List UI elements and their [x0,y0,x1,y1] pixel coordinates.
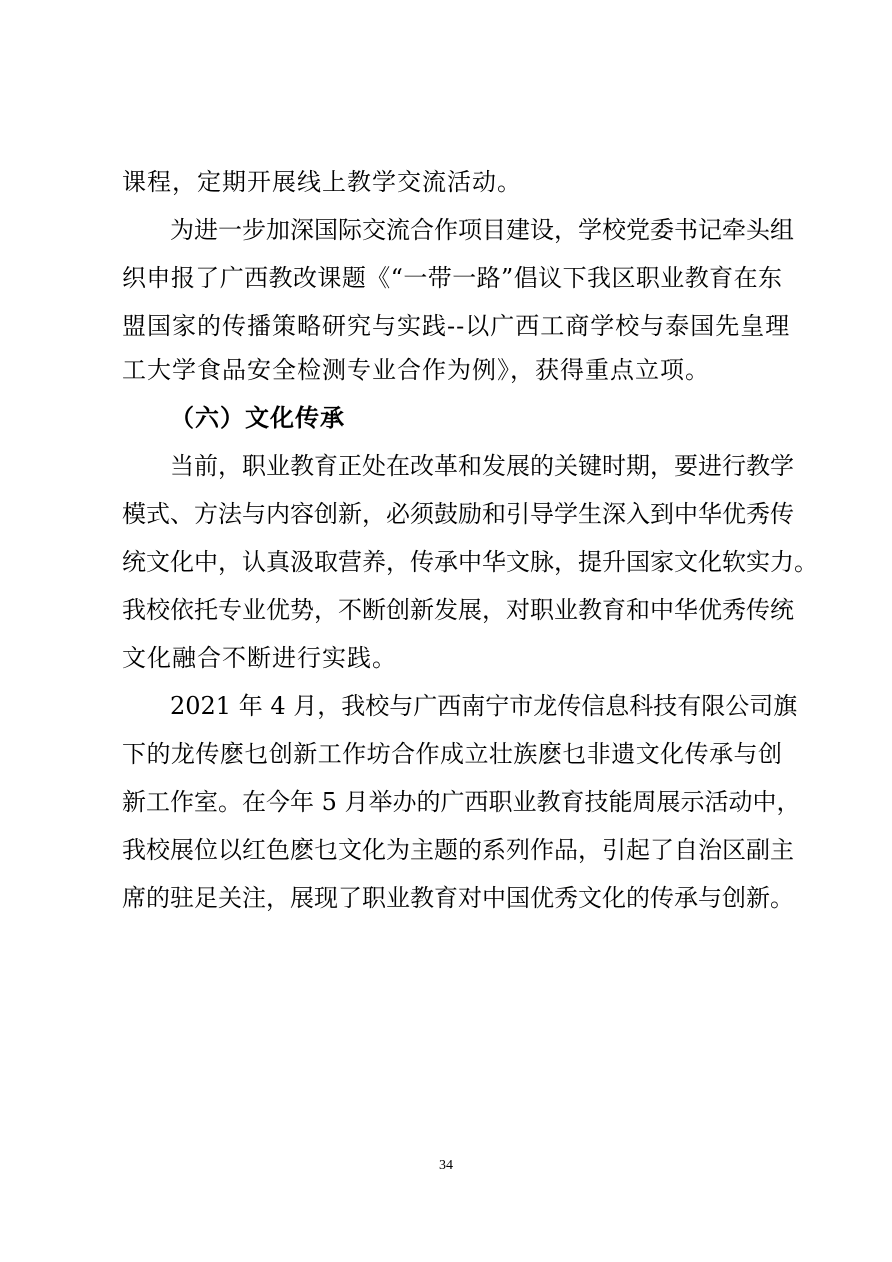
text-line-4: 盟国家的传播策略研究与实践--以广西工商学校与泰国先皇理 [122,312,791,340]
text-line-9: 统文化中，认真汲取营养，传承中华文脉，提升国家文化软实力。 [122,548,818,576]
text-line-14: 新工作室。在今年 5 月举办的广西职业教育技能周展示活动中， [122,788,801,816]
page-number: 34 [439,1158,453,1173]
text-line-1: 课程，定期开展线上教学交流活动。 [122,168,522,196]
text-line-13: 下的龙传麽乜创新工作坊合作成立壮族麽乜非遗文化传承与创 [122,740,782,768]
text-line-12: 2021 年 4 月，我校与广西南宁市龙传信息科技有限公司旗 [170,692,798,720]
text-line-7: 当前，职业教育正处在改革和发展的关键时期，要进行教学 [170,452,794,480]
text-line-11: 文化融合不断进行实践。 [122,644,397,672]
text-line-10: 我校依托专业优势，不断创新发展，对职业教育和中华优秀传统 [122,596,794,624]
text-line-5: 工大学食品安全检测专业合作为例》，获得重点立项。 [122,356,710,384]
text-line-3: 织申报了广西教改课题《“一带一路”倡议下我区职业教育在东 [122,264,782,292]
text-line-16: 席的驻足关注，展现了职业教育对中国优秀文化的传承与创新。 [122,884,794,912]
text-line-8: 模式、方法与内容创新，必须鼓励和引导学生深入到中华优秀传 [122,500,794,528]
text-line-2: 为进一步加深国际交流合作项目建设，学校党委书记牵头组 [170,216,794,244]
text-line-15: 我校展位以红色麽乜文化为主题的系列作品，引起了自治区副主 [122,836,794,864]
section-heading: （六）文化传承 [170,404,345,432]
